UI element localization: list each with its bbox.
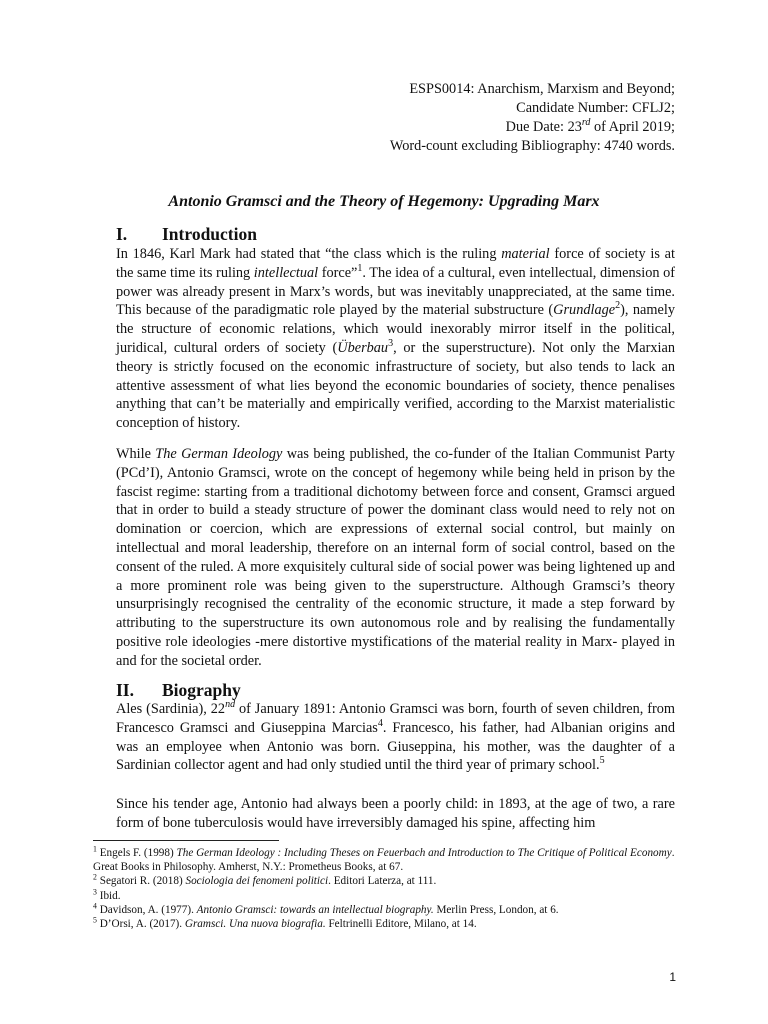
essay-title: Antonio Gramsci and the Theory of Hegemony: Upgrading Marx (168, 193, 600, 210)
footnote-ref: 4 (377, 718, 383, 730)
footnote-separator (93, 840, 279, 841)
footnote-ref: 3 (388, 338, 394, 350)
footnotes (93, 846, 693, 931)
footnote-1: $^1$ Engels F. (1998) The German Ideology : Including Theses on Feuerbach and Introduction to The Critique of Political Economy. Great Books in Philosophy. Amherst, N.Y.: Prometheus Books, at 67. (93, 844, 675, 874)
course-line: ESPS0014: Anarchism, Marxism and Beyond; (409, 81, 675, 97)
footnote-5: $^5$ D’Orsi, A. (2017). Gramsci. Una nuova biografia. Feltrinelli Editore, Milano, at 14. (93, 915, 477, 931)
footnote-3: $^3$ Ibid. (93, 886, 121, 902)
candidate-number-line: Candidate Number: CFLJ2; (516, 100, 675, 116)
paragraph-bio-1: Ales (Sardinia), 22nd of January 1891: Antonio Gramsci was born, fourth of seven children, from Francesco Gramsci and Giuseppina Marcias$^4$. Francesco, his father, had Albanian origins and was an employee when Antonio was born. Giuseppina, his mother, was the daughter of a Sardinian collector agent and had only studied until the third year of primary school.$^5$ (116, 699, 675, 774)
section-heading-introduction: I. Introduction (116, 224, 257, 244)
paragraph-intro-1: In 1846, Karl Mark had stated that “the class which is the ruling material force of society is at the same time its ruling intellectual force”$^1$. The idea of a cultural, even intellectual, dimension of power was already present in Marx’s words, but was inevitably unappreciated, at the same time. This because of the paradigmatic role played by the material substructure (Grundlage$^2$), namely the structure of economic relations, which would inexorably mirror itself in the political, juridical, cultural orders of society (Überbau$^3$, or the superstructure). Not only the Marxian theory is strictly focused on the economic infrastructure of society, but also tends to lack an attentive assessment of what lies beyond the economic boundaries of society, thence penalises anything that can’t be materially and empirically verified, according to the Marxist materialistic conception of history. (116, 246, 675, 432)
paragraph-intro-2: While The German Ideology was being published, the co-funder of the Italian Communist Party (PCd’I), Antonio Gramsci, wrote on the concept of hegemony while being held in prison by the fascist regime: starting from a traditional dichotomy between force and consent, Gramsci argued that in order to build a steady structure of power the dominant class would need to rely not on domination or coercion, which are expressions of external social control, but mainly on intellectual and moral leadership, therefore on an internal form of social control, based on the consent of the ruled. A more exquisitely cultural side of social power was being lightened up and a more prominent role was being given to the superstructure. Although Gramsci’s theory unsurprisingly recognised the centrality of the economic structure, it made a step forward by attributing to the superstructure its own autonomous role and by realising the fundamentally positive role ideologies -mere distortive mystifications of the material reality in Marx- played in and for the societal order. (116, 446, 676, 669)
footnote-2: $^2$ Segatori R. (2018) Sociologia dei fenomeni politici. Editori Laterza, at 111. (93, 872, 437, 888)
footnote-ref: 1 (357, 263, 363, 275)
word-count-line: Word-count excluding Bibliography: 4740 words. (389, 138, 675, 154)
footnote-ref: 2 (615, 300, 621, 312)
section-heading-biography: II. Biography (116, 680, 241, 700)
footnote-4: $^4$ Davidson, A. (1977). Antonio Gramsci: towards an intellectual biography. Merlin Press, London, at 6. (93, 901, 559, 916)
submission-header (390, 80, 675, 156)
paragraph-bio-2: Since his tender age, Antonio had always been a poorly child: in 1893, at the age of two, a rare form of bone tuberculosis would have irreversibly damaged his spine, affecting him (116, 796, 675, 831)
page-number: 1 (669, 970, 676, 984)
footnote-ref: 5 (599, 755, 605, 767)
due-date-line: Due Date: 23rd of April 2019; (505, 117, 675, 135)
